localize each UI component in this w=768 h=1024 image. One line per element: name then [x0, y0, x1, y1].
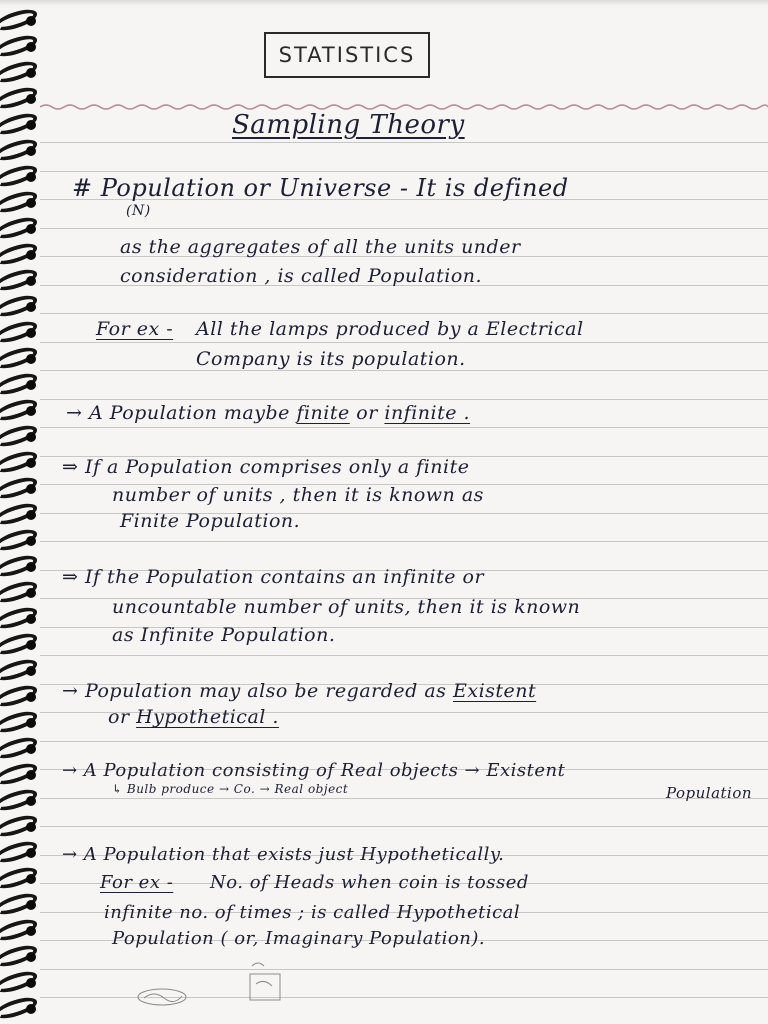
binding-hole	[26, 952, 36, 962]
binding-hole	[26, 198, 36, 208]
binding-hole	[26, 588, 36, 598]
line-lamps: All the lamps produced by a Electrical	[196, 318, 584, 340]
example-label-2: For ex -	[100, 872, 174, 893]
line-heads: No. of Heads when coin is tossed	[210, 872, 529, 893]
line-hypothetical: or Hypothetical .	[108, 706, 279, 728]
line-finite-3: Finite Population.	[120, 510, 301, 532]
example-label-1: For ex -	[96, 318, 174, 340]
ruled-line	[40, 826, 768, 827]
binding-hole	[26, 380, 36, 390]
binding-hole	[26, 510, 36, 520]
line-consideration: consideration , is called Population.	[120, 265, 483, 287]
line-imaginary: Population ( or, Imaginary Population).	[112, 928, 486, 949]
line-infinite-1: ⇒ If the Population contains an infinite or	[62, 566, 485, 588]
ruled-line	[40, 370, 768, 371]
line-finite-1: ⇒ If a Population comprises only a finite	[62, 456, 470, 478]
binding-hole	[26, 1004, 36, 1014]
title-box	[264, 32, 430, 78]
binding-hole	[26, 900, 36, 910]
ruled-line	[40, 541, 768, 542]
binding-hole	[26, 328, 36, 338]
ruled-line	[40, 313, 768, 314]
binding-hole	[26, 666, 36, 676]
ruled-line	[40, 399, 768, 400]
binding-hole	[26, 94, 36, 104]
binding-hole	[26, 692, 36, 702]
ruled-line	[40, 228, 768, 229]
binding-hole	[26, 120, 36, 130]
faint-stamp	[244, 960, 290, 1002]
binding-hole	[26, 822, 36, 832]
binding-hole	[26, 458, 36, 468]
binding-hole	[26, 614, 36, 624]
ruled-line	[40, 171, 768, 172]
binding-hole	[26, 926, 36, 936]
ruled-line	[40, 969, 768, 970]
binding-hole	[26, 224, 36, 234]
binding-hole	[26, 302, 36, 312]
line-infinite-3: as Infinite Population.	[112, 624, 336, 646]
line-company: Company is its population.	[196, 348, 466, 370]
ruled-line	[40, 798, 768, 799]
binding-hole	[26, 250, 36, 260]
line-bulb-note: ↳ Bulb produce → Co. → Real object	[112, 782, 349, 796]
line-regarded: → Population may also be regarded as Existent	[62, 680, 537, 702]
line-real-objects: → A Population consisting of Real objects → Existent	[62, 760, 566, 781]
binding-hole	[26, 770, 36, 780]
page-title: STATISTICS	[278, 43, 416, 67]
binding-hole	[26, 874, 36, 884]
binding-hole	[26, 68, 36, 78]
binding-hole	[26, 848, 36, 858]
binding-hole	[26, 796, 36, 806]
binding-hole	[26, 432, 36, 442]
binding-hole	[26, 146, 36, 156]
binding-hole	[26, 42, 36, 52]
line-aggregates: as the aggregates of all the units under	[120, 236, 521, 258]
line-finite-infinite: → A Population maybe finite or infinite .	[66, 402, 471, 424]
faint-scribble	[134, 986, 190, 1008]
line-finite-2: number of units , then it is known as	[112, 484, 484, 506]
binding-hole	[26, 536, 36, 546]
line-infinite-times: infinite no. of times ; is called Hypothetical	[104, 902, 521, 923]
binding-hole	[26, 16, 36, 26]
binding-hole	[26, 978, 36, 988]
heading-sampling-theory: Sampling Theory	[232, 110, 465, 140]
spiral-binding	[0, 0, 46, 1024]
binding-hole	[26, 172, 36, 182]
binding-hole	[26, 354, 36, 364]
ruled-line	[40, 655, 768, 656]
line-population-definition: # Population or Universe - It is defined	[72, 174, 569, 202]
binding-hole	[26, 276, 36, 286]
binding-hole	[26, 406, 36, 416]
line-n-symbol: (N)	[126, 203, 151, 219]
binding-hole	[26, 562, 36, 572]
binding-hole	[26, 744, 36, 754]
ruled-line	[40, 342, 768, 343]
ruled-line	[40, 427, 768, 428]
ruled-line	[40, 741, 768, 742]
binding-hole	[26, 718, 36, 728]
binding-hole	[26, 640, 36, 650]
ruled-line	[40, 142, 768, 143]
line-hypothetical-population: → A Population that exists just Hypothetically.	[62, 844, 505, 865]
binding-hole	[26, 484, 36, 494]
line-existent-population: Population	[666, 784, 753, 802]
line-infinite-2: uncountable number of units, then it is known	[112, 596, 581, 618]
